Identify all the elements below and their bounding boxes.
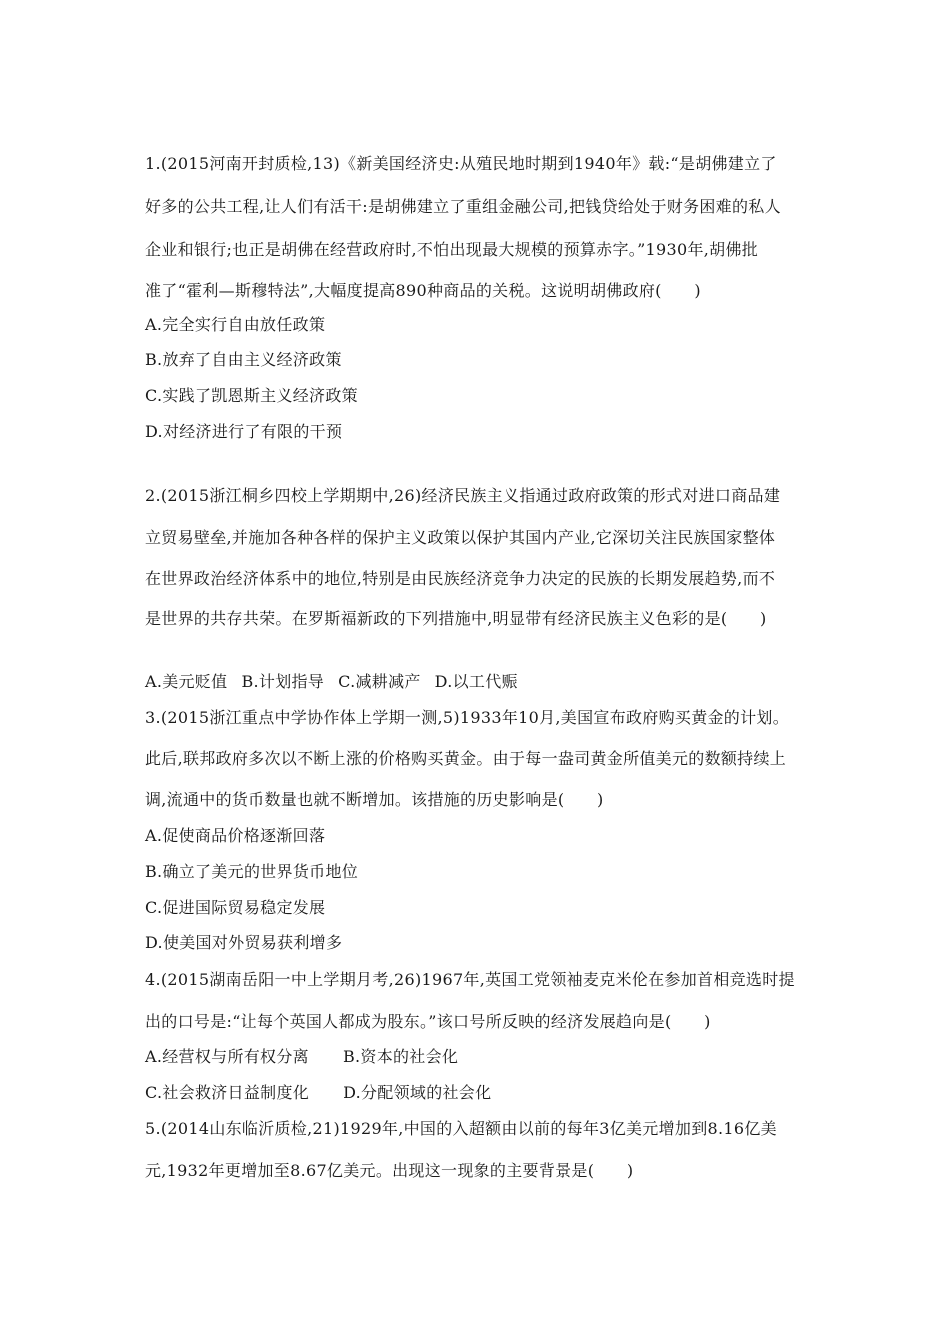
question-1-option-a: A.完全实行自由放任政策 xyxy=(145,315,326,334)
question-4-option-a: A.经营权与所有权分离 xyxy=(145,1047,309,1066)
question-1-stem-line-2: 好多的公共工程,让人们有活干:是胡佛建立了重组金融公司,把钱贷给处于财务困难的私人 xyxy=(145,197,781,216)
question-2-options xyxy=(145,672,518,692)
question-4-options-row-2 xyxy=(145,1083,491,1103)
question-2-stem-line-4: 是世界的共存共荣。在罗斯福新政的下列措施中,明显带有经济民族主义色彩的是( ) xyxy=(145,609,767,628)
question-2-stem-line-3: 在世界政治经济体系中的地位,特别是由民族经济竞争力决定的民族的长期发展趋势,而不 xyxy=(145,569,776,588)
question-2-stem-line-2: 立贸易壁垒,并施加各种各样的保护主义政策以保护其国内产业,它深切关注民族国家整体 xyxy=(145,528,776,547)
question-5-stem-line-2: 元,1932年更增加至8.67亿美元。出现这一现象的主要背景是( ) xyxy=(145,1161,634,1180)
question-3-option-a: A.促使商品价格逐渐回落 xyxy=(145,826,326,845)
question-1-stem-line-4: 准了“霍利—斯穆特法”,大幅度提高890种商品的关税。这说明胡佛政府( ) xyxy=(145,281,701,300)
question-3-option-b: B.确立了美元的世界货币地位 xyxy=(145,862,359,881)
question-3-stem-line-3: 调,流通中的货币数量也就不断增加。该措施的历史影响是( ) xyxy=(145,790,604,809)
question-1-stem-line-3: 企业和银行;也正是胡佛在经营政府时,不怕出现最大规模的预算赤字。”1930年,胡佛批 xyxy=(145,240,759,259)
question-1-stem-line-1: 1.(2015河南开封质检,13)《新美国经济史:从殖民地时期到1940年》载:“是胡佛建立了 xyxy=(145,154,777,173)
question-3-stem-line-1: 3.(2015浙江重点中学协作体上学期一测,5)1933年10月,美国宣布政府购买黄金的计划。 xyxy=(145,708,789,727)
question-3-option-d: D.使美国对外贸易获利增多 xyxy=(145,933,343,952)
question-4-stem-line-2: 出的口号是:“让每个英国人都成为股东。”该口号所反映的经济发展趋向是( ) xyxy=(145,1012,711,1031)
question-1-option-d: D.对经济进行了有限的干预 xyxy=(145,422,343,441)
question-4-options-row-1 xyxy=(145,1047,458,1067)
question-4-option-b: B.资本的社会化 xyxy=(342,1047,459,1066)
question-1-option-b: B.放弃了自由主义经济政策 xyxy=(145,350,342,369)
question-3-option-c: C.促进国际贸易稳定发展 xyxy=(145,898,326,917)
question-4-option-d: D.分配领域的社会化 xyxy=(343,1083,492,1102)
question-4-stem-line-1: 4.(2015湖南岳阳一中上学期月考,26)1967年,英国工党领袖麦克米伦在参加首相竞选时提 xyxy=(145,970,795,989)
question-1-option-c: C.实践了凯恩斯主义经济政策 xyxy=(145,386,358,405)
question-2-stem-line-1: 2.(2015浙江桐乡四校上学期期中,26)经济民族主义指通过政府政策的形式对进口商品建 xyxy=(145,486,781,505)
question-2-option-b: B.计划指导 xyxy=(241,672,325,691)
question-4-option-c: C.社会救济日益制度化 xyxy=(145,1083,310,1102)
question-5-stem-line-1: 5.(2014山东临沂质检,21)1929年,中国的入超额由以前的每年3亿美元增加到8.16亿美 xyxy=(145,1119,777,1138)
question-2-option-a: A.美元贬值 xyxy=(145,672,228,691)
question-3-stem-line-2: 此后,联邦政府多次以不断上涨的价格购买黄金。由于每一盎司黄金所值美元的数额持续上 xyxy=(145,749,787,768)
question-2-option-d: D.以工代赈 xyxy=(434,672,518,691)
question-2-option-c: C.减耕减产 xyxy=(338,672,421,691)
